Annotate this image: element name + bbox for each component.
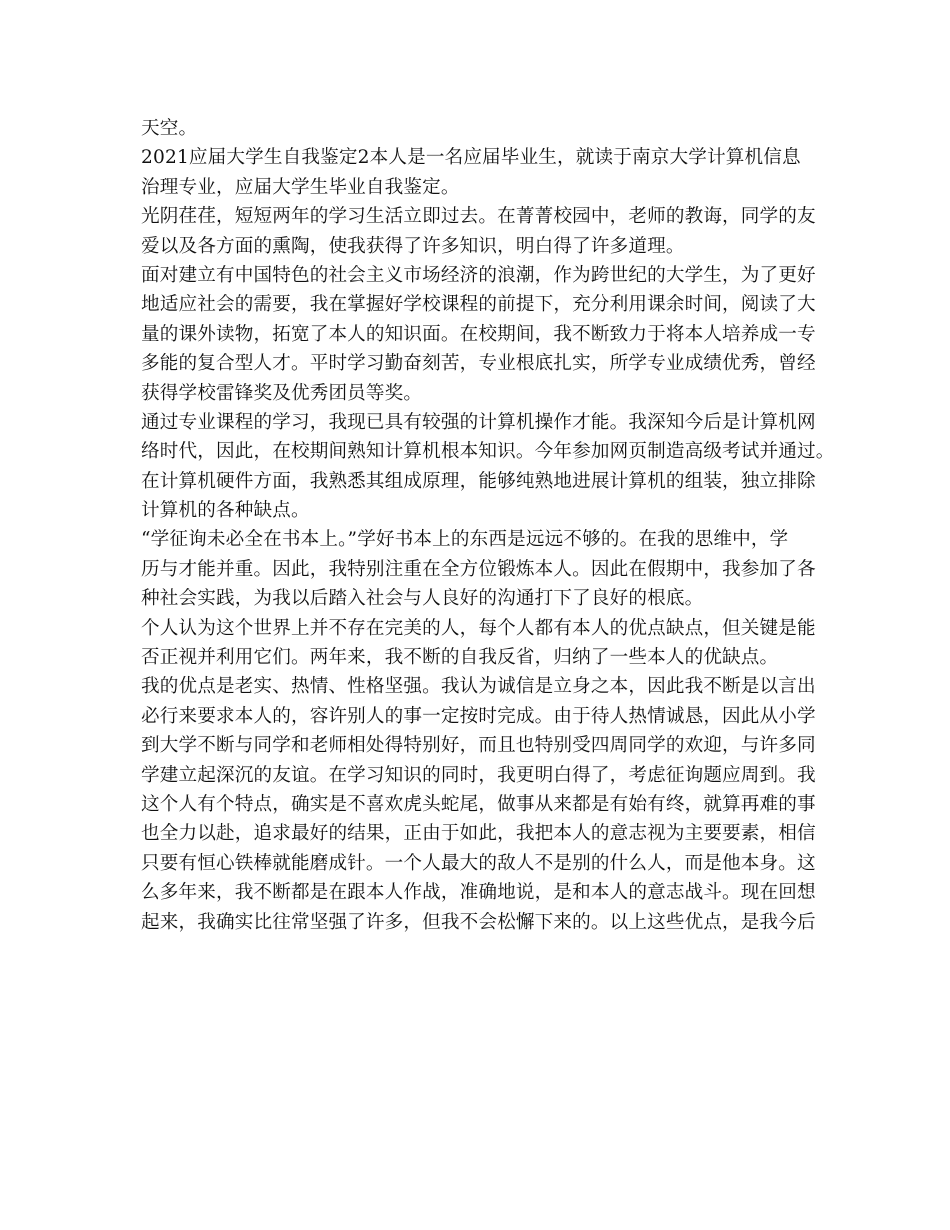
- text-line: 治理专业，应届大学生毕业自我鉴定。: [141, 176, 460, 198]
- text-line: 通过专业课程的学习，我现已具有较强的计算机操作才能。我深知今后是计算机网: [141, 411, 816, 433]
- text-line: 只要有恒心铁棒就能磨成针。一个人最大的敌人不是别的什么人，而是他本身。这: [141, 852, 816, 874]
- text-line: 学建立起深沉的友谊。在学习知识的同时，我更明白得了，考虑征询题应周到。我: [141, 764, 816, 786]
- text-line: 天空。: [141, 118, 198, 139]
- text-line: 么多年来，我不断都是在跟本人作战，准确地说，是和本人的意志战斗。现在回想: [141, 882, 816, 904]
- text-line: 络时代，因此，在校期间熟知计算机根本知识。今年参加网页制造高级考试并通过。: [141, 441, 835, 463]
- text-line: 面对建立有中国特色的社会主义市场经济的浪潮，作为跨世纪的大学生，为了更好: [141, 264, 816, 286]
- text-line: 种社会实践，为我以后踏入社会与人良好的沟通打下了良好的根底。: [141, 588, 704, 610]
- text-line: 我的优点是老实、热情、性格坚强。我认为诚信是立身之本，因此我不断是以言出: [141, 676, 816, 698]
- text-line: 光阴荏荏，短短两年的学习生活立即过去。在菁菁校园中，老师的教诲，同学的友: [141, 206, 816, 228]
- text-line: 到大学不断与同学和老师相处得特别好，而且也特别受四周同学的欢迎，与许多同: [141, 735, 816, 757]
- text-line: 获得学校雷锋奖及优秀团员等奖。: [141, 382, 423, 404]
- text-line: 量的课外读物，拓宽了本人的知识面。在校期间，我不断致力于将本人培养成一专: [141, 323, 816, 345]
- text-line: 也全力以赴，追求最好的结果，正由于如此，我把本人的意志视为主要要素，相信: [141, 823, 816, 845]
- document-body: [141, 114, 835, 937]
- text-line: 在计算机硬件方面，我熟悉其组成原理，能够纯熟地进展计算机的组装，独立排除: [141, 470, 816, 492]
- text-line: 爱以及各方面的熏陶，使我获得了许多知识，明白得了许多道理。: [141, 235, 685, 257]
- text-line: 多能的复合型人才。平时学习勤奋刻苦，专业根底扎实，所学专业成绩优秀，曾经: [141, 353, 816, 375]
- text-line: 2021应届大学生自我鉴定2本人是一名应届毕业生，就读于南京大学计算机信息: [141, 147, 801, 169]
- text-line: 起来，我确实比往常坚强了许多，但我不会松懈下来的。以上这些优点，是我今后: [141, 911, 816, 933]
- text-line: “学征询未必全在书本上。”学好书本上的东西是远远不够的。在我的思维中，学: [141, 529, 789, 551]
- text-line: 这个人有个特点，确实是不喜欢虎头蛇尾，做事从来都是有始有终，就算再难的事: [141, 793, 816, 815]
- text-line: 计算机的各种缺点。: [141, 500, 310, 522]
- text-line: 否正视并利用它们。两年来，我不断的自我反省，归纳了一些本人的优缺点。: [141, 647, 779, 669]
- text-line: 个人认为这个世界上并不存在完美的人，每个人都有本人的优点缺点，但关键是能: [141, 617, 816, 639]
- text-line: 必行来要求本人的，容许别人的事一定按时完成。由于待人热情诚恳，因此从小学: [141, 705, 816, 727]
- text-line: 历与才能并重。因此，我特别注重在全方位锻炼本人。因此在假期中，我参加了各: [141, 558, 816, 580]
- text-line: 地适应社会的需要，我在掌握好学校课程的前提下，充分利用课余时间，阅读了大: [141, 294, 816, 316]
